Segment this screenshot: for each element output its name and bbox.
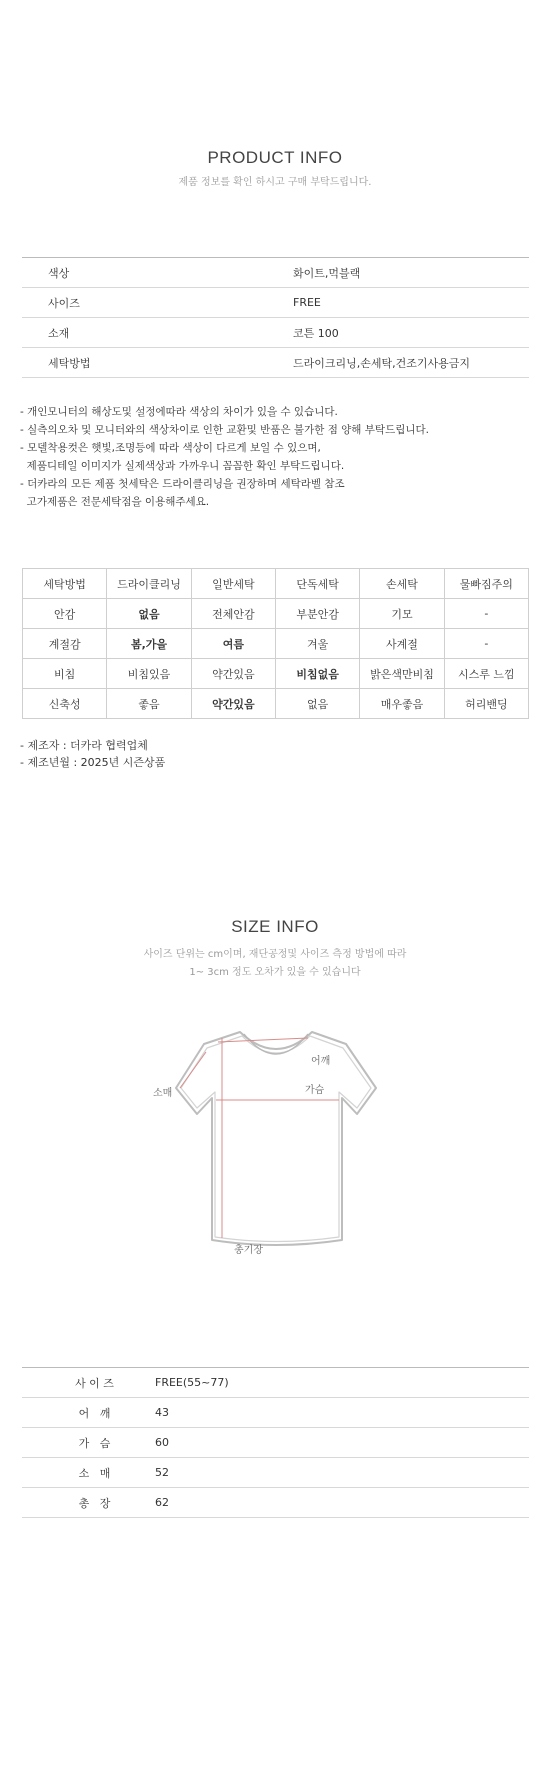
size-value: 52 xyxy=(155,1458,529,1488)
table-row xyxy=(22,1368,529,1398)
info-key: 세탁방법 xyxy=(22,348,293,378)
table-row xyxy=(22,258,529,288)
table-row xyxy=(22,1428,529,1458)
care-cell: 일반세탁 xyxy=(191,569,275,599)
table-row xyxy=(22,288,529,318)
care-cell: 시스루 느낌 xyxy=(444,659,528,689)
size-value: FREE(55~77) xyxy=(155,1368,529,1398)
care-cell: 없음 xyxy=(275,689,359,719)
maker-line: - 제조자 : 더카라 협력업체 xyxy=(20,739,148,752)
size-info-subtitle-2: 1~ 3cm 정도 오차가 있을 수 있습니다 xyxy=(189,967,361,978)
care-cell: - xyxy=(444,629,528,659)
care-cell: 기모 xyxy=(360,599,444,629)
care-row xyxy=(23,569,529,599)
care-cell: 비침없음 xyxy=(275,659,359,689)
care-row-label: 신축성 xyxy=(23,689,107,719)
diagram-label-sleeve: 소매 xyxy=(153,1088,173,1099)
care-cell: 좋음 xyxy=(107,689,191,719)
table-row xyxy=(22,318,529,348)
care-cell: 부분안감 xyxy=(275,599,359,629)
notice-line: - 개인모니터의 해상도및 설정에따라 색상의 차이가 있을 수 있습니다. xyxy=(20,406,338,418)
info-value: FREE xyxy=(293,288,529,318)
care-cell: 약간있음 xyxy=(191,689,275,719)
care-cell: 매우좋음 xyxy=(360,689,444,719)
care-row-label: 세탁방법 xyxy=(23,569,107,599)
notice-line: - 실측의오차 및 모니터와의 색상차이로 인한 교환및 반품은 불가한 점 양해 부탁드립니다. xyxy=(20,424,429,436)
care-row xyxy=(23,599,529,629)
product-info-table xyxy=(22,257,529,378)
size-key: 사 이 즈 xyxy=(22,1368,155,1398)
care-cell: - xyxy=(444,599,528,629)
care-cell: 손세탁 xyxy=(360,569,444,599)
notice-line: - 모델착용컷은 햇빛,조명등에 따라 색상이 다르게 보일 수 있으며, xyxy=(20,442,321,454)
table-row xyxy=(22,1488,529,1518)
care-row xyxy=(23,629,529,659)
size-table xyxy=(22,1367,529,1518)
care-row-label: 안감 xyxy=(23,599,107,629)
notice-line: 고가제품은 전문세탁점을 이용해주세요. xyxy=(20,496,210,508)
table-row xyxy=(22,348,529,378)
notice-line: - 더카라의 모든 제품 첫세탁은 드라이클리닝을 권장하며 세탁라벨 참조 xyxy=(20,478,345,490)
care-cell: 비침있음 xyxy=(107,659,191,689)
care-cell: 봄,가을 xyxy=(107,629,191,659)
care-row-label: 계절감 xyxy=(23,629,107,659)
care-row xyxy=(23,689,529,719)
care-cell: 전체안감 xyxy=(191,599,275,629)
info-value: 코튼 100 xyxy=(293,318,529,348)
diagram-label-shoulder: 어깨 xyxy=(311,1056,331,1067)
size-key: 어 깨 xyxy=(22,1398,155,1428)
diagram-label-chest: 가슴 xyxy=(305,1085,325,1096)
size-value: 43 xyxy=(155,1398,529,1428)
notice-line: 제품디테일 이미지가 실제색상과 가까우니 꼼꼼한 확인 부탁드립니다. xyxy=(20,460,345,472)
size-info-subtitle-1: 사이즈 단위는 cm이며, 재단공정및 사이즈 측정 방법에 따라 xyxy=(143,949,407,960)
care-cell: 여름 xyxy=(191,629,275,659)
care-cell: 물빠짐주의 xyxy=(444,569,528,599)
care-cell: 드라이클리닝 xyxy=(107,569,191,599)
care-cell: 사계절 xyxy=(360,629,444,659)
size-value: 62 xyxy=(155,1488,529,1518)
size-key: 총 장 xyxy=(22,1488,155,1518)
tshirt-outline-icon xyxy=(140,1018,410,1258)
care-table xyxy=(22,568,529,719)
product-info-subtitle: 제품 정보를 확인 하시고 구매 부탁드립니다. xyxy=(178,177,372,188)
size-value: 60 xyxy=(155,1428,529,1458)
maker-line: - 제조년월 : 2025년 시즌상품 xyxy=(20,756,166,769)
info-value: 드라이크리닝,손세탁,건조기사용금지 xyxy=(293,348,529,378)
notice-list xyxy=(20,403,429,511)
tshirt-size-diagram xyxy=(140,1018,410,1258)
product-info-title: PRODUCT INFO xyxy=(207,148,343,167)
care-cell: 겨울 xyxy=(275,629,359,659)
info-value: 화이트,먹블랙 xyxy=(293,258,529,288)
care-cell: 단독세탁 xyxy=(275,569,359,599)
care-cell: 밝은색만비침 xyxy=(360,659,444,689)
care-row-label: 비침 xyxy=(23,659,107,689)
care-row xyxy=(23,659,529,689)
info-key: 사이즈 xyxy=(22,288,293,318)
care-cell: 허리밴딩 xyxy=(444,689,528,719)
table-row xyxy=(22,1398,529,1428)
info-key: 소재 xyxy=(22,318,293,348)
diagram-label-length: 총기장 xyxy=(234,1245,263,1256)
care-cell: 약간있음 xyxy=(191,659,275,689)
size-key: 소 매 xyxy=(22,1458,155,1488)
info-key: 색상 xyxy=(22,258,293,288)
size-info-title: SIZE INFO xyxy=(231,917,319,936)
care-cell: 없음 xyxy=(107,599,191,629)
maker-info xyxy=(20,737,165,771)
size-key: 가 슴 xyxy=(22,1428,155,1458)
table-row xyxy=(22,1458,529,1488)
